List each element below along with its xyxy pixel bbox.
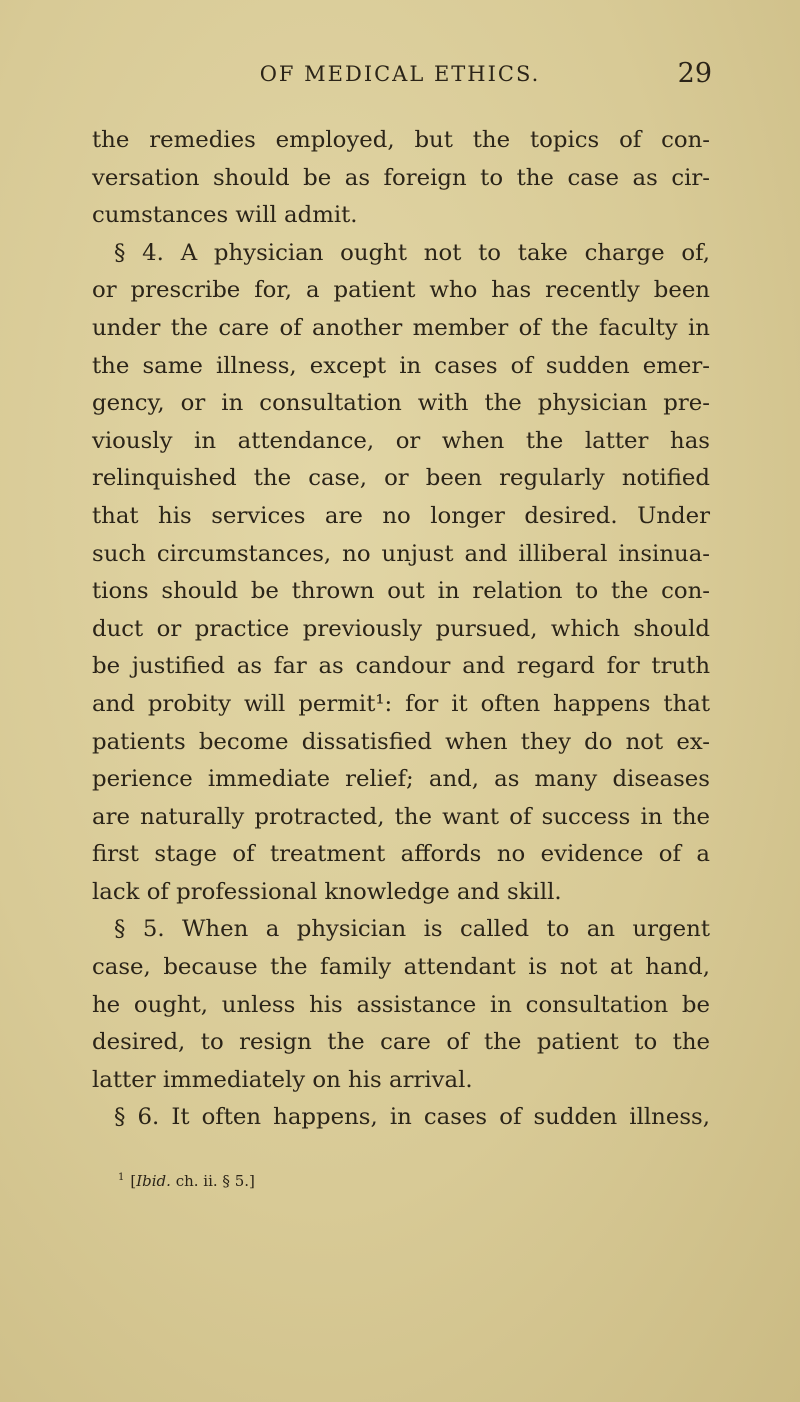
section-6-start: § 6. It often happens, in cases of sudden illness, <box>114 1104 710 1131</box>
text-line: the remedies employed, but the topics of con- <box>92 127 710 153</box>
text-line: desired, to resign the care of the patient to the <box>92 1029 710 1056</box>
text-line: under the care of another member of the faculty in <box>92 314 710 341</box>
text-line: relinquished the case, or been regularly notified <box>92 465 710 492</box>
text-line: be justified as far as candour and regard for truth <box>92 653 710 680</box>
text-line: such circumstances, no unjust and illiberal insinua- <box>92 540 710 567</box>
footnote-reference: ch. ii. § 5.] <box>170 1172 255 1190</box>
page-header <box>0 58 800 98</box>
text-line: or prescribe for, a patient who has recently been <box>92 277 710 304</box>
body-text <box>92 122 710 1137</box>
running-head: OF MEDICAL ETHICS. <box>259 62 541 86</box>
text-line: and probity will permit¹: for it often happens that <box>92 690 710 717</box>
text-line: lack of professional knowledge and skill. <box>92 878 562 905</box>
text-line: versation should be as foreign to the case as cir- <box>92 164 710 191</box>
page-number: 29 <box>677 58 712 89</box>
section-4-start: § 4. A physician ought not to take charge of, <box>114 239 710 266</box>
text-line: patients become dissatisfied when they do not ex- <box>92 728 710 755</box>
text-line: gency, or in consultation with the physician pre- <box>92 390 710 417</box>
footnote-marker: 1 <box>118 1172 125 1183</box>
text-line: cumstances will admit. <box>92 202 358 229</box>
footnote <box>118 1172 255 1190</box>
footnote-ibid: Ibid. <box>136 1172 171 1190</box>
text-line: viously in attendance, or when the latter has <box>92 427 710 454</box>
text-line: perience immediate relief; and, as many diseases <box>92 766 710 793</box>
text-line: the same illness, except in cases of sudden emer- <box>92 352 710 379</box>
text-line: first stage of treatment affords no evidence of a <box>92 841 710 868</box>
text-line: duct or practice previously pursued, which should <box>92 615 710 642</box>
text-line: that his services are no longer desired. Under <box>92 502 710 529</box>
section-5-start: § 5. When a physician is called to an urgent <box>114 916 710 943</box>
text-line: tions should be thrown out in relation to the con- <box>92 578 710 605</box>
text-line: he ought, unless his assistance in consultation be <box>92 991 710 1018</box>
text-line: latter immediately on his arrival. <box>92 1066 473 1093</box>
footnote-open-bracket: [ <box>130 1172 137 1190</box>
text-line: are naturally protracted, the want of success in the <box>92 803 710 830</box>
text-line: case, because the family attendant is not at hand, <box>92 954 710 981</box>
